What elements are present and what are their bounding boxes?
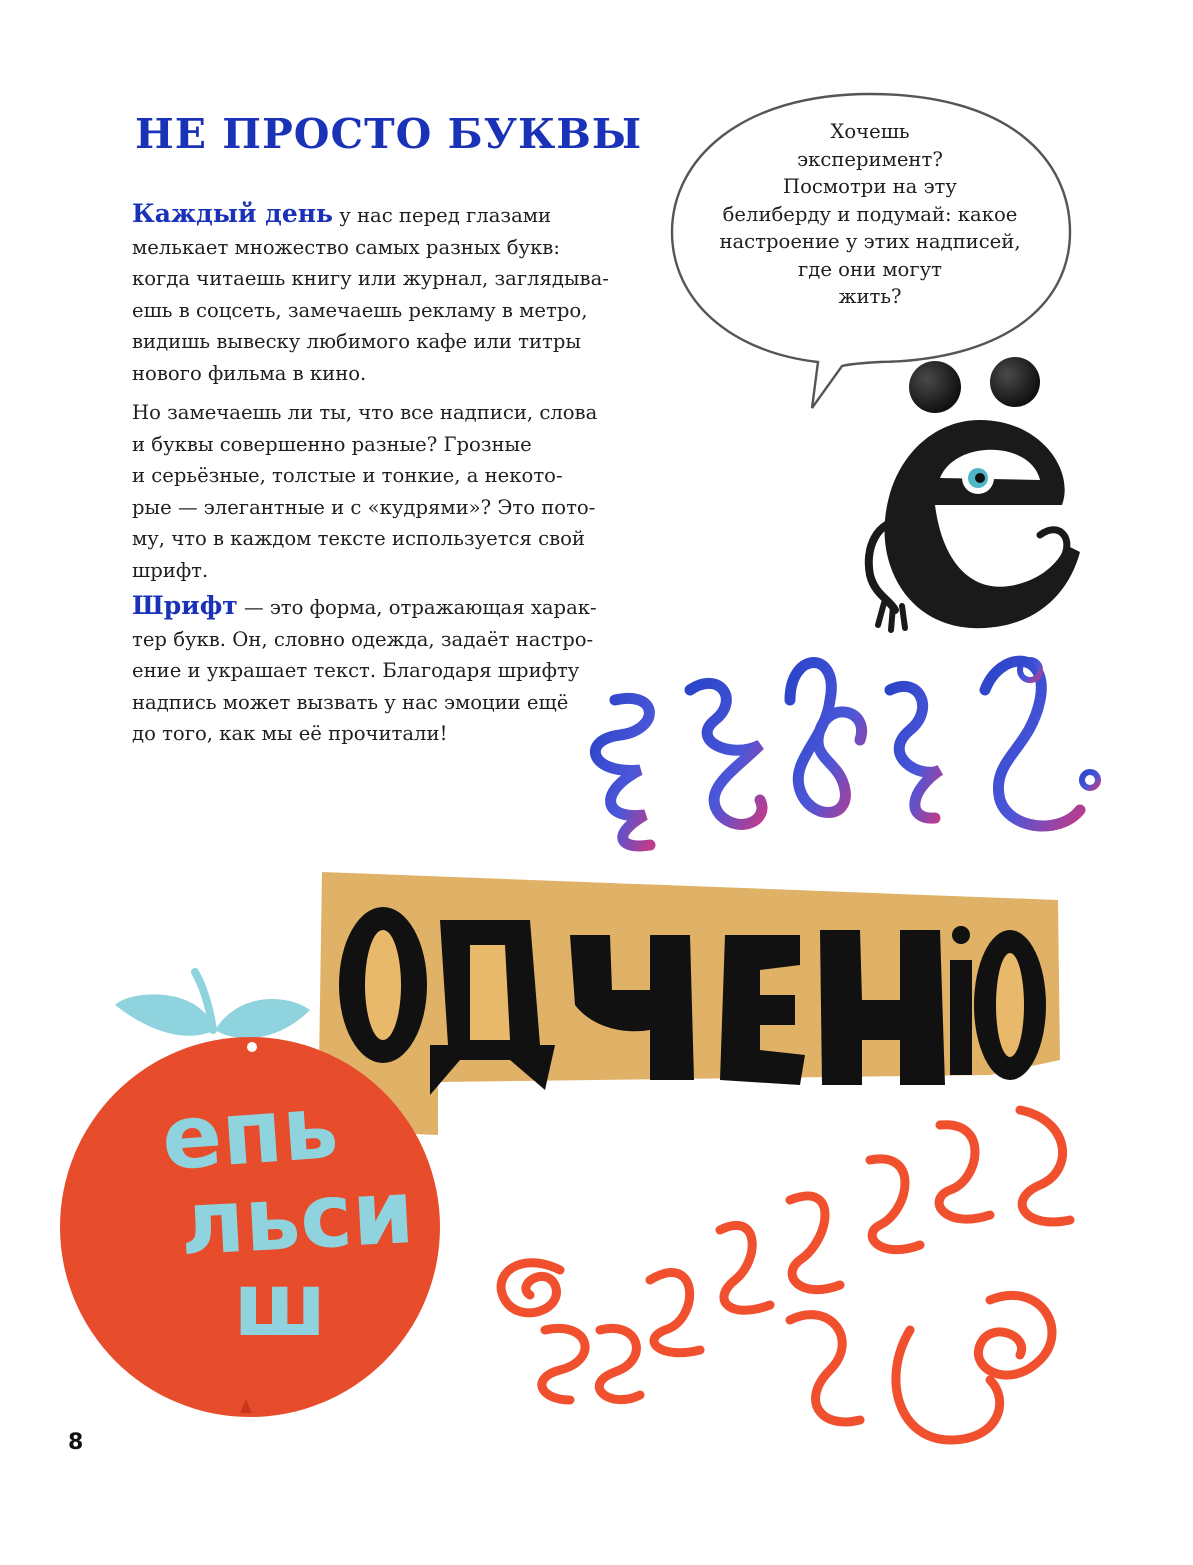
paragraph-2: [132, 397, 650, 587]
text-line: Но замечаешь ли ты, что все надписи, слова: [132, 401, 598, 424]
text-line: нового фильма в кино.: [132, 361, 367, 385]
text-line: надпись может вызвать у нас эмоции ещё: [132, 690, 569, 714]
text-line: когда читаешь книгу или журнал, заглядыва-: [132, 267, 609, 291]
text-line: ешь в соцсеть, замечаешь рекламу в метро,: [132, 298, 588, 322]
page-title: НЕ ПРОСТО БУКВЫ: [135, 110, 643, 158]
text-line: мелькает множество самых разных букв:: [132, 235, 560, 259]
stencil-word-illustration: [318, 872, 1060, 1135]
speech-bubble-text: [700, 118, 1040, 311]
curly-word-illustration: [595, 660, 1098, 846]
paragraph-3-line-1: [132, 590, 650, 624]
text-line: ение и украшает текст. Благодаря шрифту: [132, 659, 580, 683]
bubble-line: Посмотри на эту: [783, 175, 957, 198]
bubble-line: жить?: [838, 285, 902, 308]
lead-phrase: Шрифт: [132, 591, 238, 620]
orange-word-line-2: льси: [177, 1160, 417, 1276]
paragraph-1-line-1: [132, 198, 650, 232]
text-line: и серьёзные, толстые и тонкие, а некото-: [132, 464, 563, 488]
bubble-line: эксперимент?: [797, 147, 943, 171]
text-line: му, что в каждом тексте используется свой: [132, 527, 585, 551]
text-fragment: — это форма, отражающая харак-: [237, 596, 597, 619]
text-line: шрифт.: [132, 558, 209, 582]
text-line: до того, как мы её прочитали!: [132, 722, 448, 746]
paragraph-1: [132, 198, 650, 390]
yo-character-illustration: [869, 357, 1080, 630]
bubble-line: Хочешь: [830, 120, 910, 143]
text-fragment: у нас перед глазами: [333, 204, 552, 227]
script-word-illustration: [501, 1110, 1070, 1440]
lead-phrase: Каждый день: [132, 199, 333, 228]
bubble-line: где они могут: [798, 257, 942, 281]
orange-word: [140, 1074, 417, 1356]
text-line: тер букв. Он, словно одежда, задаёт настро-: [132, 627, 594, 651]
text-line: и буквы совершенно разные? Грозные: [132, 432, 532, 456]
page-number: 8: [68, 1430, 84, 1455]
text-line: рые — элегантные и с «кудрями»? Это пото-: [132, 495, 596, 519]
bubble-line: белиберду и подумай: какое: [722, 202, 1018, 226]
orange-word-line-3: ш: [233, 1253, 327, 1356]
bubble-line: настроение у этих надписей,: [719, 230, 1021, 253]
orange-word-line-1: епь: [158, 1074, 342, 1191]
paragraph-3: [132, 590, 650, 750]
text-line: видишь вывеску любимого кафе или титры: [132, 330, 582, 354]
